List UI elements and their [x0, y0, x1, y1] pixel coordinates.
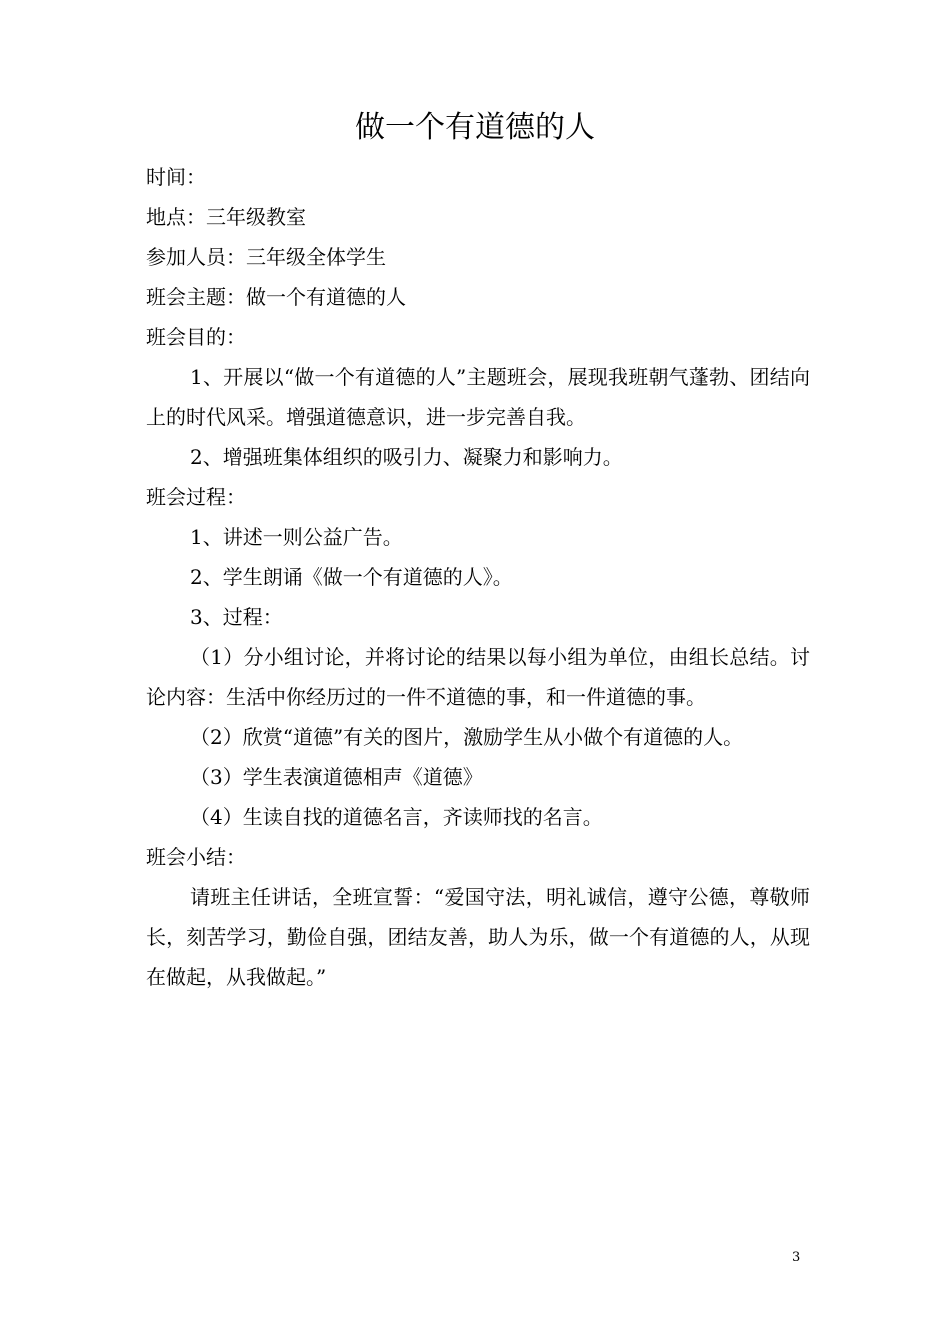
document-body	[146, 157, 810, 997]
document-title: 做一个有道德的人	[355, 110, 595, 145]
process-step-1: （1）分小组讨论，并将讨论的结果以每小组为单位，由组长总结。讨论内容：生活中你经历过的一件不道德的事，和一件道德的事。	[146, 645, 810, 709]
process-item-3: 3、过程：	[190, 605, 283, 629]
process-step-3: （3）学生表演道德相声《道德》	[190, 765, 483, 789]
purpose-item-2: 2、增强班集体组织的吸引力、凝聚力和影响力。	[190, 445, 623, 469]
participants-line: 参加人员：三年级全体学生	[146, 245, 386, 269]
purpose-item-1: 1、开展以“做一个有道德的人”主题班会，展现我班朝气蓬勃、团结向上的时代风采。增强道德意识，进一步完善自我。	[146, 365, 810, 429]
theme-line: 班会主题：做一个有道德的人	[146, 285, 406, 309]
process-item-1: 1、讲述一则公益广告。	[190, 525, 403, 549]
purpose-heading: 班会目的：	[146, 325, 246, 349]
time-line: 时间：	[146, 165, 206, 189]
summary-heading: 班会小结：	[146, 845, 246, 869]
summary-text: 请班主任讲话，全班宣誓：“爱国守法，明礼诚信，遵守公德，尊敬师长，刻苦学习，勤俭自强，团结友善，助人为乐，做一个有道德的人，从现在做起，从我做起。”	[146, 885, 810, 989]
process-item-2: 2、学生朗诵《做一个有道德的人》。	[190, 565, 513, 589]
process-step-2: （2）欣赏“道德”有关的图片，激励学生从小做个有道德的人。	[190, 725, 744, 749]
page-number: 3	[792, 1250, 801, 1265]
process-step-4: （4）生读自找的道德名言，齐读师找的名言。	[190, 805, 603, 829]
place-line: 地点：三年级教室	[146, 205, 306, 229]
process-heading: 班会过程：	[146, 485, 246, 509]
